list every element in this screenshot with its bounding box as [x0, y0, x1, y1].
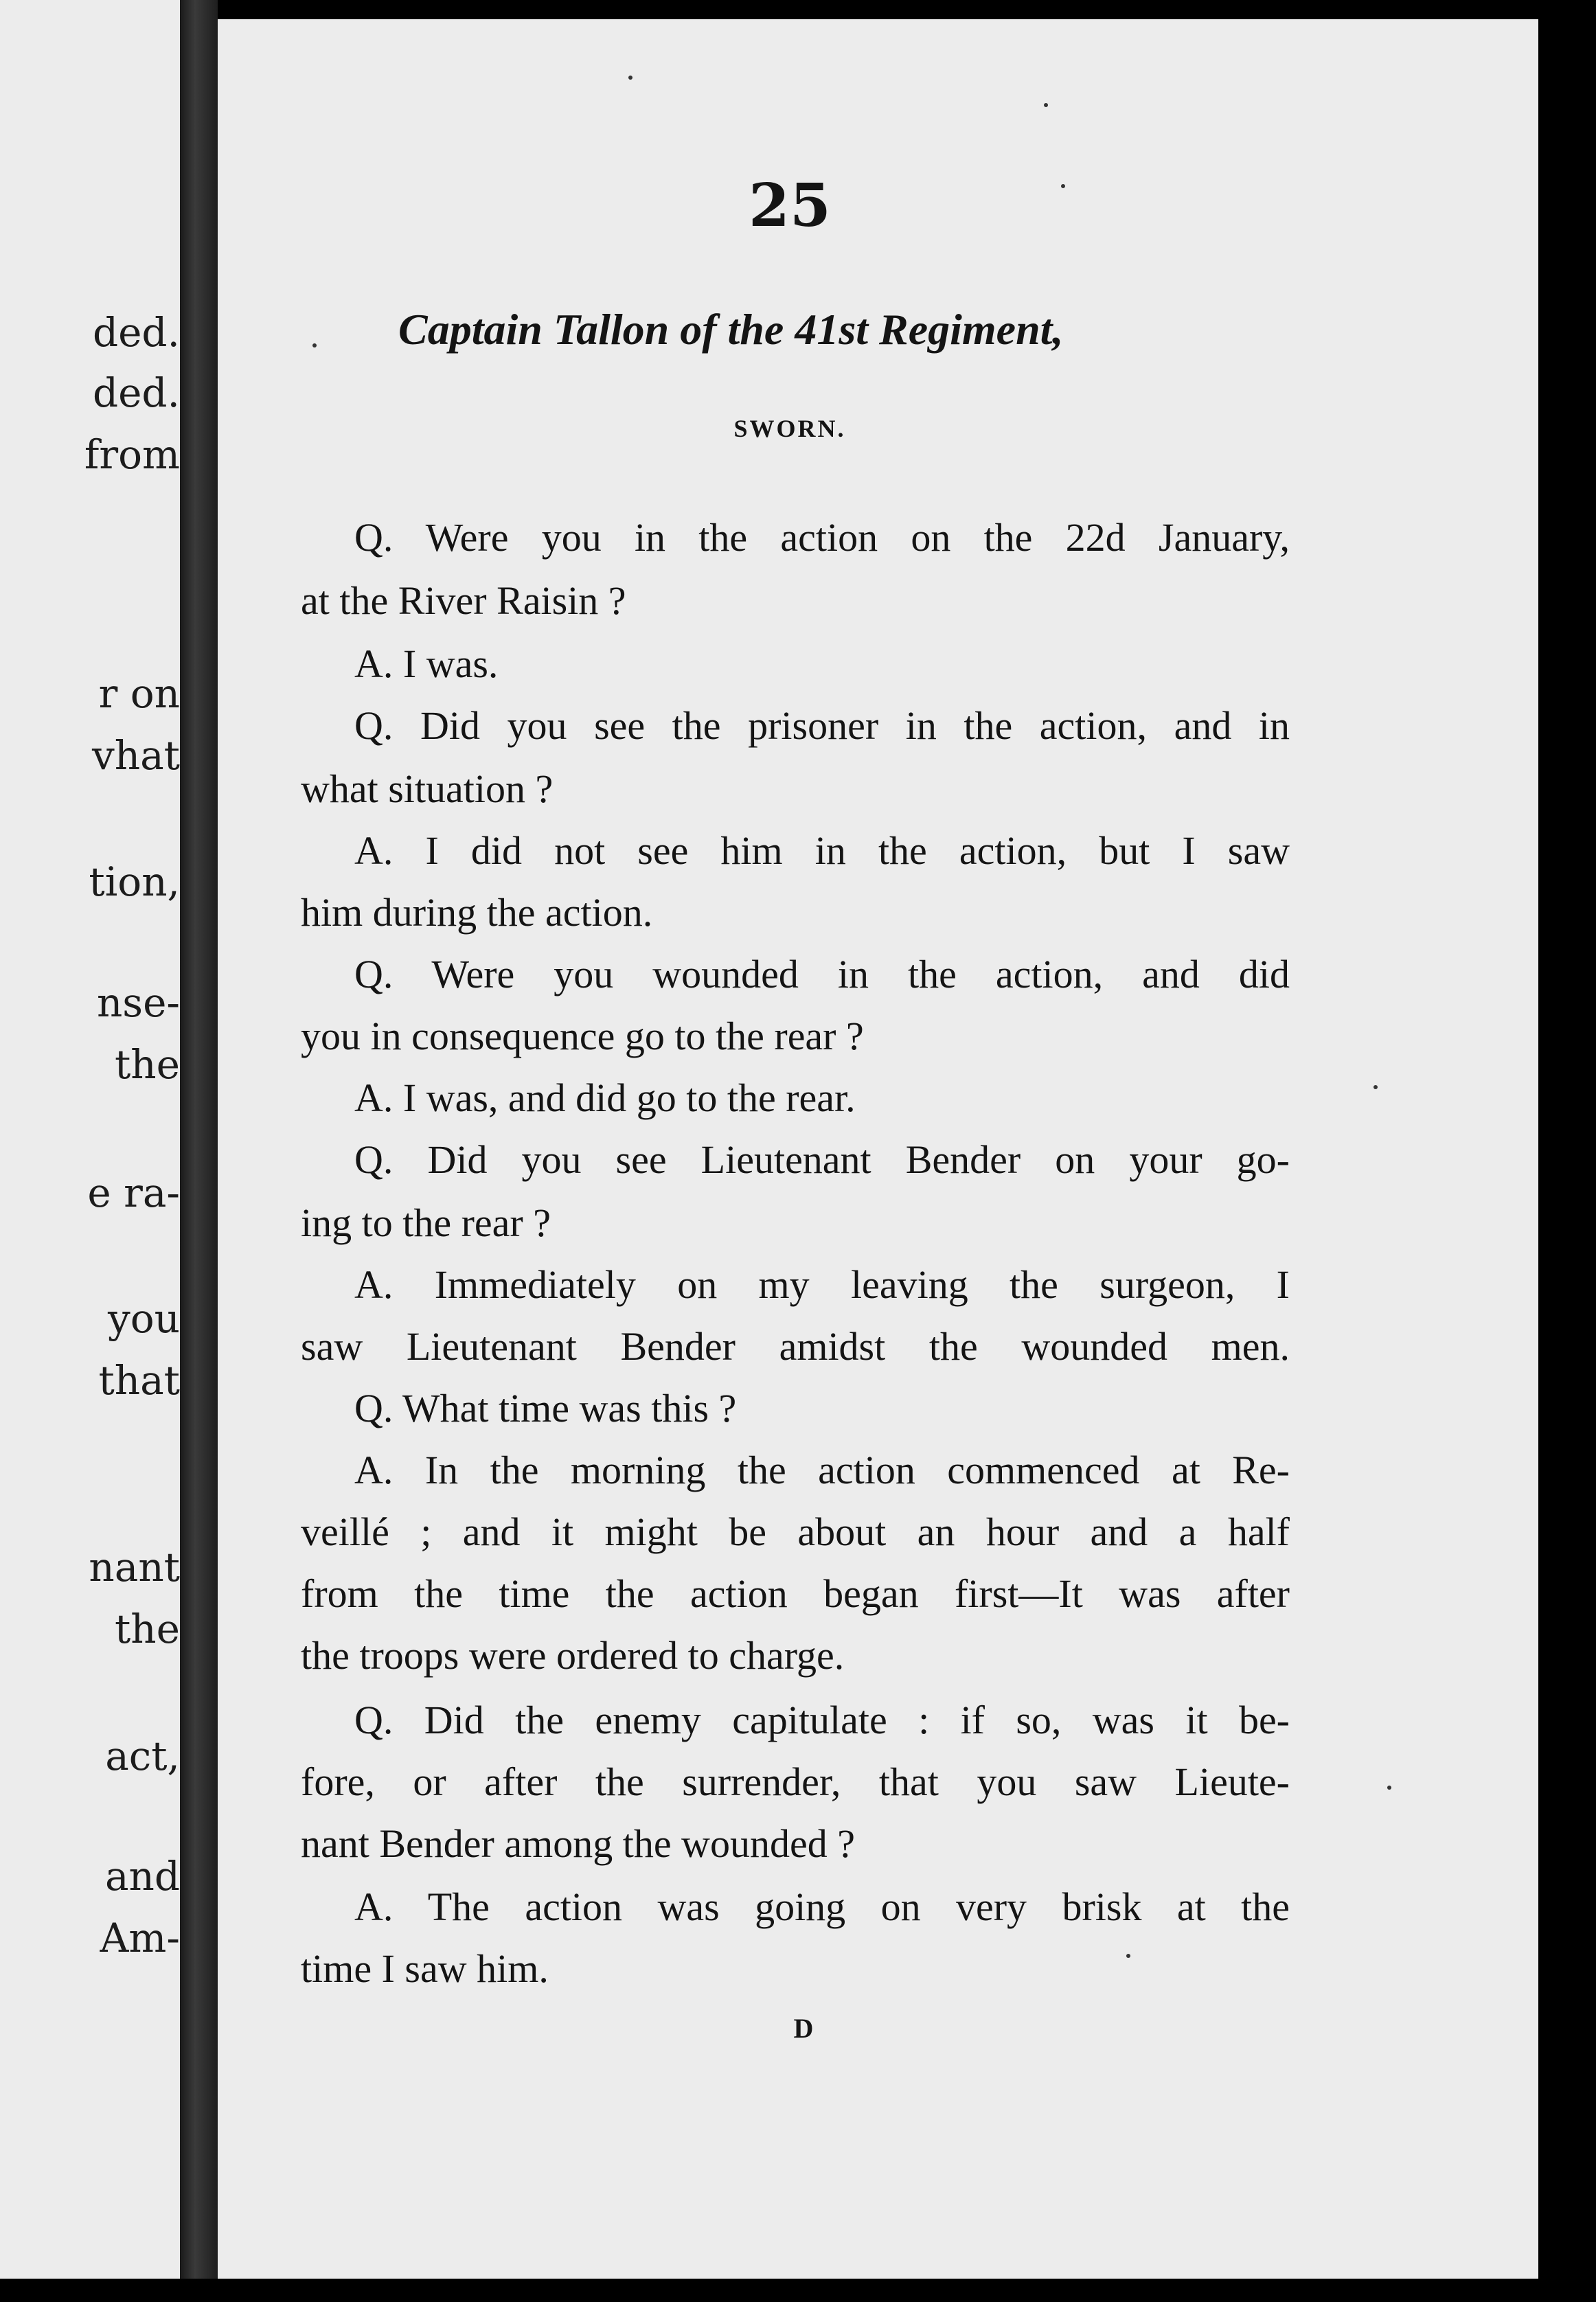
paper-speck: [1061, 184, 1065, 188]
paper-speck: [1126, 1954, 1130, 1958]
text-line: A. In the morning the action commenced at Re-: [354, 1448, 1290, 1492]
text-line: ing to the rear ?: [301, 1200, 551, 1245]
text-line: Q. Did you see the prisoner in the action, and in: [354, 703, 1290, 748]
left-page-fragment: e ra-: [87, 1170, 180, 1216]
text-line: A. The action was going on very brisk at the: [354, 1884, 1290, 1929]
paper-speck: [628, 76, 632, 80]
left-page-fragment: the: [115, 1041, 180, 1088]
text-line: Q. Did the enemy capitulate : if so, was it be-: [354, 1698, 1290, 1742]
scan-border-right: [1538, 0, 1596, 2302]
subheading: SWORN.: [733, 415, 846, 442]
left-page-fragment: you: [107, 1295, 180, 1342]
text-line: fore, or after the surrender, that you saw Lieute-: [301, 1759, 1290, 1804]
text-line: Q. What time was this ?: [354, 1386, 737, 1431]
text-line: A. I did not see him in the action, but I saw: [354, 828, 1290, 873]
text-line: nant Bender among the wounded ?: [301, 1821, 855, 1866]
text-line: Q. Were you wounded in the action, and did: [354, 952, 1290, 996]
text-line: him during the action.: [301, 890, 653, 935]
left-page-fragment: vhat: [91, 732, 180, 779]
left-page-fragment: tion,: [89, 858, 180, 905]
paper-speck: [1373, 1085, 1378, 1089]
left-page-fragment: act,: [105, 1733, 180, 1779]
text-line: A. I was.: [354, 641, 499, 686]
text-line: time I saw him.: [301, 1946, 549, 1991]
left-page-fragment: nant: [89, 1544, 180, 1591]
left-page-fragment: that: [98, 1357, 180, 1404]
paper-speck: [1044, 103, 1048, 107]
text-line: at the River Raisin ?: [301, 578, 626, 623]
text-line: from the time the action began first—It was after: [301, 1571, 1290, 1616]
text-line: Q. Did you see Lieutenant Bender on your go-: [354, 1137, 1290, 1182]
left-page-fragment: ded.: [92, 309, 180, 356]
book-gutter: [180, 0, 218, 2279]
left-page-edge: [0, 0, 180, 2279]
left-page-fragment: and: [104, 1853, 180, 1900]
text-line: you in consequence go to the rear ?: [301, 1014, 864, 1058]
text-line: veillé ; and it might be about an hour and a half: [301, 1509, 1290, 1554]
page-heading: Captain Tallon of the 41st Regiment,: [398, 305, 1064, 354]
paper-speck: [1387, 1786, 1391, 1790]
signature-mark: D: [793, 2013, 814, 2044]
text-line: the troops were ordered to charge.: [301, 1633, 845, 1678]
text-line: Q. Were you in the action on the 22d January,: [354, 515, 1290, 560]
left-page-fragment: ded.: [92, 369, 180, 416]
left-page-fragment: from: [84, 431, 180, 478]
text-line: what situation ?: [301, 766, 554, 811]
page-number: 25: [749, 171, 831, 240]
text-line: saw Lieutenant Bender amidst the wounded men.: [301, 1324, 1290, 1369]
text-line: A. I was, and did go to the rear.: [354, 1075, 856, 1120]
left-page-fragment: the: [115, 1606, 180, 1652]
scan-border-bottom: [0, 2279, 1596, 2302]
left-page-fragment: nse-: [96, 979, 180, 1026]
left-page-fragment: Am-: [100, 1915, 180, 1961]
left-page-fragment: r on: [98, 670, 180, 717]
paper-speck: [312, 343, 317, 347]
text-line: A. Immediately on my leaving the surgeon, I: [354, 1262, 1290, 1307]
